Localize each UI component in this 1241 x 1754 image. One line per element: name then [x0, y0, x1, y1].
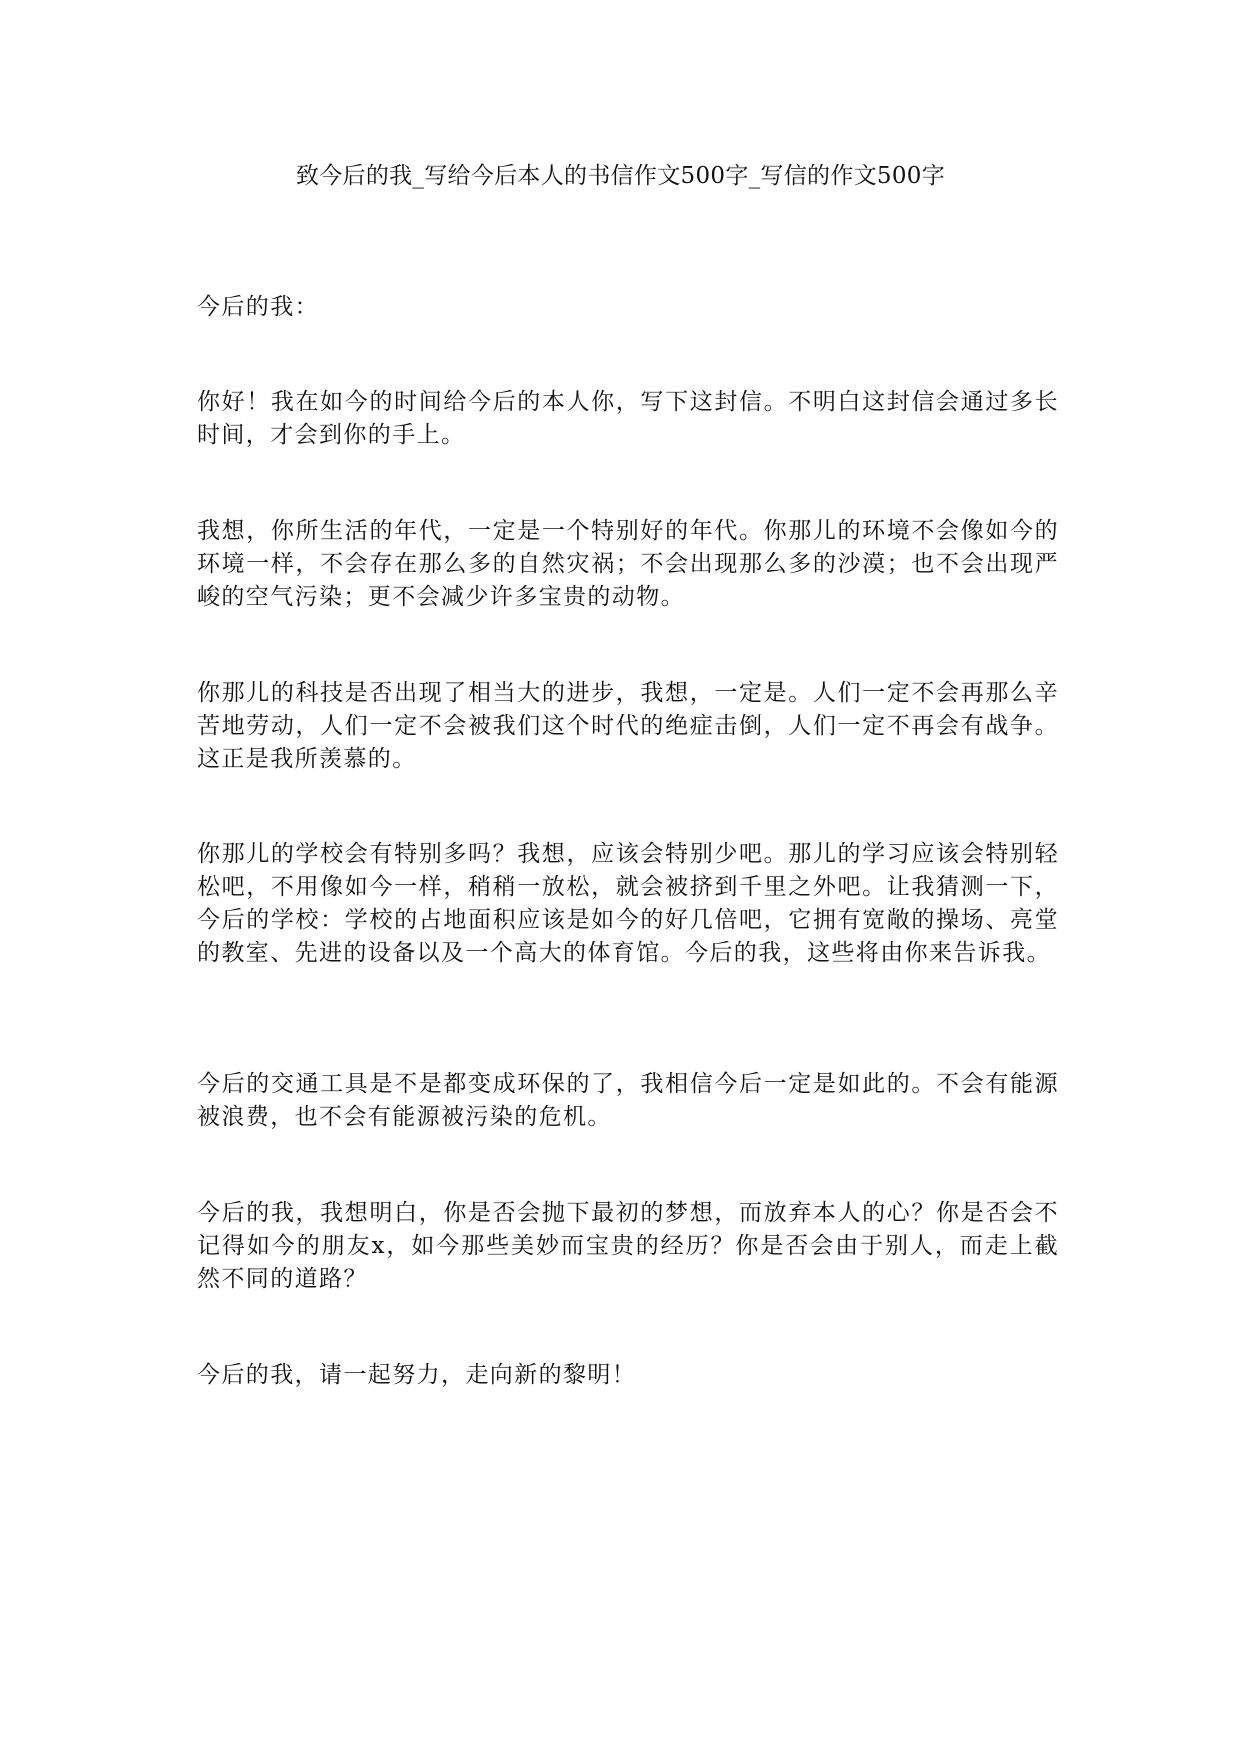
letter-paragraph-3: 你那儿的科技是否出现了相当大的进步，我想，一定是。人们一定不会再那么辛苦地劳动，人们一定不会被我们这个时代的绝症击倒，人们一定不再会有战争。这正是我所羡慕的。: [197, 680, 1059, 772]
letter-greeting: 今后的我：: [197, 294, 319, 320]
letter-paragraph-2: 我想，你所生活的年代，一定是一个特别好的年代。你那儿的环境不会像如今的环境一样，不会存在那么多的自然灾祸；不会出现那么多的沙漠；也不会出现严峻的空气污染；更不会减少许多宝贵的动物。: [197, 518, 1059, 610]
letter-paragraph-7: 今后的我，请一起努力，走向新的黎明！: [197, 1362, 637, 1388]
letter-paragraph-4: 你那儿的学校会有特别多吗？我想，应该会特别少吧。那儿的学习应该会特别轻松吧，不用像如今一样，稍稍一放松，就会被挤到千里之外吧。让我猜测一下，今后的学校：学校的占地面积应该是如今的好几倍吧，它拥有宽敞的操场、亮堂的教室、先进的设备以及一个高大的体育馆。今后的我，这些将由你来告诉我。: [197, 841, 1059, 966]
letter-paragraph-6: 今后的我，我想明白，你是否会抛下最初的梦想，而放弃本人的心？你是否会不记得如今的朋友x，如今那些美妙而宝贵的经历？你是否会由于别人，而走上截然不同的道路？: [197, 1200, 1059, 1292]
letter-paragraph-5: 今后的交通工具是不是都变成环保的了，我相信今后一定是如此的。不会有能源被浪费，也不会有能源被污染的危机。: [197, 1071, 1059, 1130]
letter-paragraph-1: 你好！我在如今的时间给今后的本人你，写下这封信。不明白这封信会通过多长时间，才会到你的手上。: [197, 389, 1059, 448]
document-title: 致今后的我_写给今后本人的书信作文500字_写信的作文500字: [295, 163, 946, 189]
